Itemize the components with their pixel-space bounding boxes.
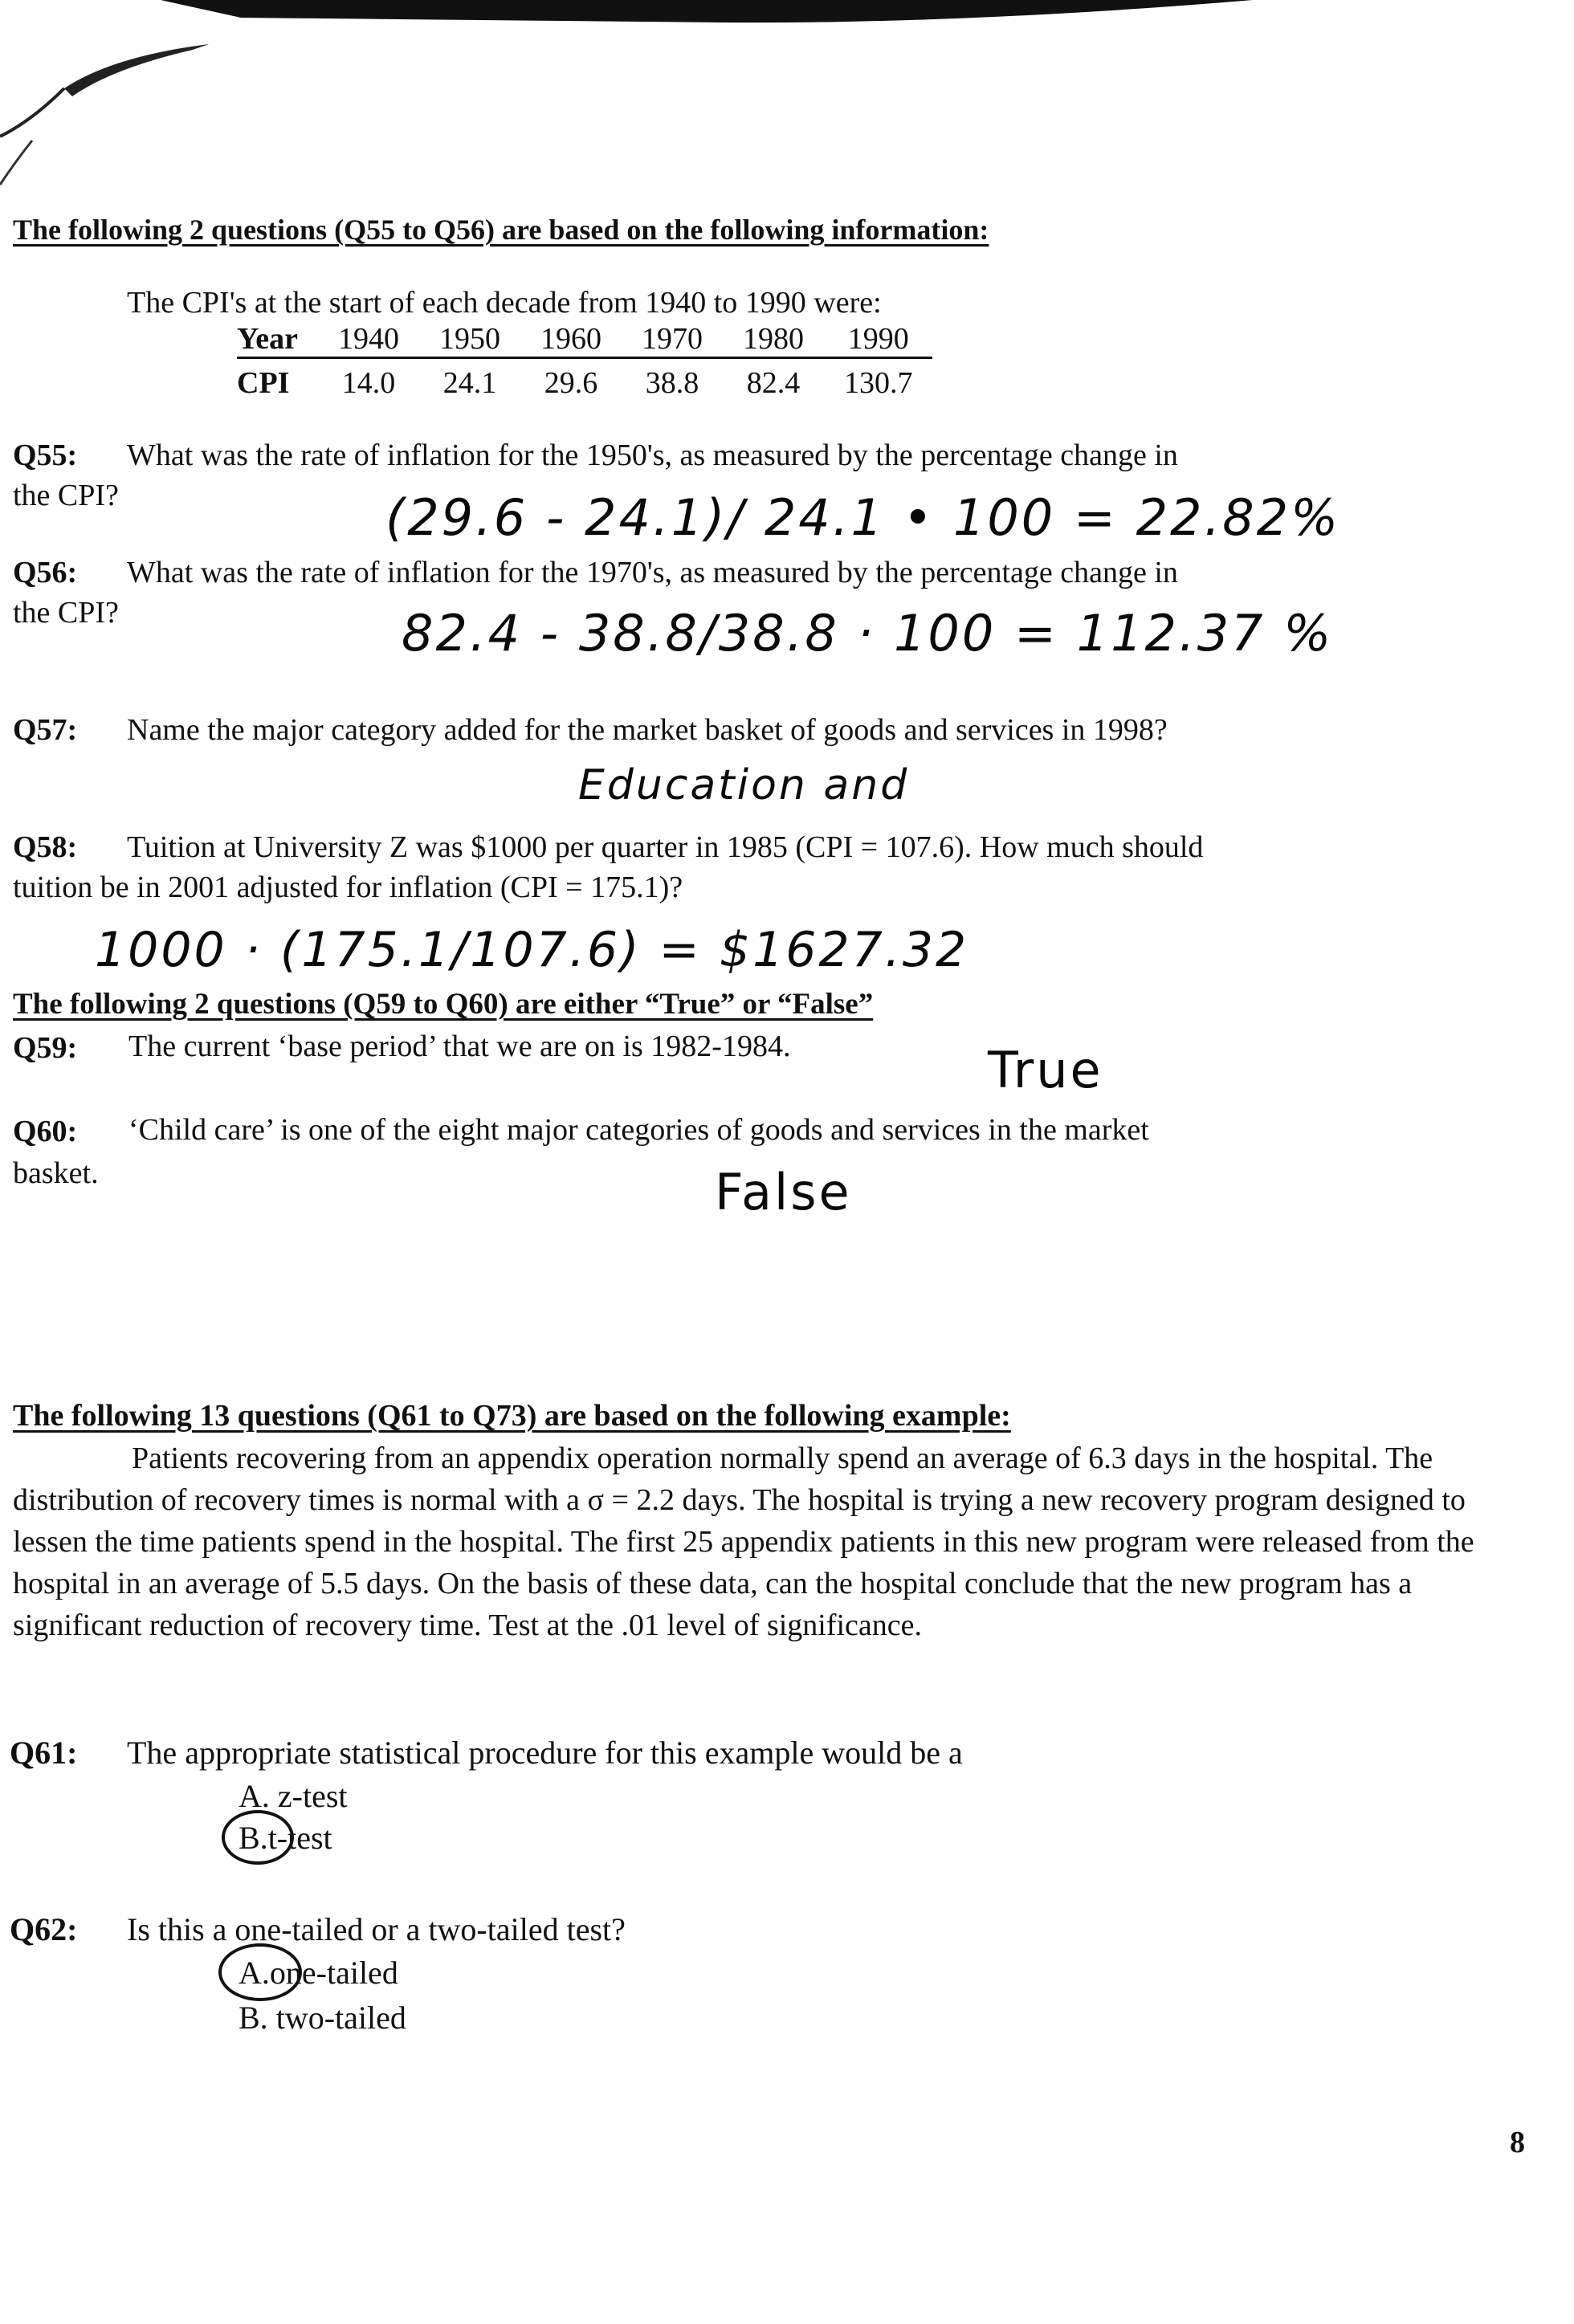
option-text: z-test xyxy=(277,1778,348,1814)
cpi-cell: 82.4 xyxy=(746,366,801,400)
q56-handwritten-answer: 82.4 - 38.8/38.8 · 100 = 112.37 % xyxy=(402,604,1334,663)
year-cell: 1980 xyxy=(742,322,804,356)
q60-question-text: ‘Child care’ is one of the eight major categories of goods and services in the market xyxy=(128,1113,1149,1147)
q62-selected-circle-mark xyxy=(218,1943,302,2001)
q61-question-text: The appropriate statistical procedure for this example would be a xyxy=(127,1735,963,1771)
cpi-cell: 29.6 xyxy=(544,366,598,400)
year-cell: 1960 xyxy=(540,322,601,356)
q56-question-text: What was the rate of inflation for the 1970's, as measured by the percentage change in xyxy=(127,556,1178,589)
q60-question-text-cont: basket. xyxy=(13,1156,99,1190)
year-cell: 1940 xyxy=(337,322,399,356)
cpi-cell: 14.0 xyxy=(341,366,396,400)
q61-label: Q61: xyxy=(10,1735,78,1771)
cpi-table-header-row xyxy=(237,321,932,358)
cpi-cell: 130.7 xyxy=(843,366,913,400)
q58-label: Q58: xyxy=(13,830,78,864)
option-text: one-tailed xyxy=(269,1955,398,1991)
q57-label: Q57: xyxy=(13,713,78,747)
q55-question-text: What was the rate of inflation for the 1950's, as measured by the percentage change in xyxy=(127,438,1178,472)
section-heading-q59-q60: The following 2 questions (Q59 to Q60) are either “True” or “False” xyxy=(13,988,874,1021)
page-number: 8 xyxy=(1510,2126,1525,2159)
option-letter: B. xyxy=(239,2000,268,2036)
q60-label: Q60: xyxy=(13,1115,78,1148)
section-heading-q55-q56: The following 2 questions (Q55 to Q56) are based on the following information: xyxy=(13,214,989,246)
q62-question-text: Is this a one-tailed or a two-tailed test? xyxy=(127,1911,626,1947)
q58-question-text-cont: tuition be in 2001 adjusted for inflation (CPI = 175.1)? xyxy=(13,870,683,904)
cpi-cell: 24.1 xyxy=(442,366,497,400)
q58-question-text: Tuition at University Z was $1000 per quarter in 1985 (CPI = 107.6). How much should xyxy=(127,830,1204,864)
option-text: t-test xyxy=(267,1820,332,1856)
section-heading-q61-q73: The following 13 questions (Q61 to Q73) are based on the following example: xyxy=(13,1399,1011,1433)
cpi-row-label: CPI xyxy=(237,366,290,400)
q59-question-text: The current ‘base period’ that we are on is 1982-1984. xyxy=(128,1029,791,1063)
q59-label: Q59: xyxy=(13,1031,78,1065)
q61-selected-circle-mark xyxy=(222,1810,294,1865)
option-letter: A. xyxy=(239,1955,270,1991)
q55-handwritten-answer: (29.6 - 24.1)/ 24.1 • 100 = 22.82% xyxy=(385,488,1340,547)
q55-question-text-cont: the CPI? xyxy=(13,479,119,512)
year-cell: 1990 xyxy=(847,322,909,356)
q56-question-text-cont: the CPI? xyxy=(13,596,119,630)
cpi-intro-text: The CPI's at the start of each decade from 1940 to 1990 were: xyxy=(127,286,882,320)
cpi-table-row xyxy=(237,358,932,402)
q59-handwritten-answer: True xyxy=(988,1041,1103,1099)
year-cell: 1970 xyxy=(641,322,703,356)
q57-handwritten-answer: Education and xyxy=(578,761,910,809)
option-letter: B. xyxy=(239,1820,268,1856)
example-paragraph: Patients recovering from an appendix operation normally spend an average of 6.3 days in the hospital. The distribution of recovery times is normal with a σ = 2.2 days. The hospital is trying a new recovery program designed to lessen the time patients spend in the hospital. The first 25 appendix patients in this new program were released from the hospital in an average of 5.5 days. On the basis of these data, can the hospital conclude that the new program has a significant reduction of recovery time. Test at the .01 level of significance. xyxy=(13,1441,1474,1642)
q60-handwritten-answer: False xyxy=(715,1163,852,1221)
scan-binding-edge xyxy=(0,0,1574,209)
year-cell: 1950 xyxy=(438,322,500,356)
q62-option-b xyxy=(239,1996,406,2040)
q62-label: Q62: xyxy=(10,1911,78,1947)
q58-handwritten-answer: 1000 · (175.1/107.6) = $1627.32 xyxy=(95,922,969,978)
year-row-label: Year xyxy=(237,322,298,356)
option-text: two-tailed xyxy=(275,2000,406,2036)
q56-label: Q56: xyxy=(13,556,78,589)
q55-label: Q55: xyxy=(13,438,78,472)
q57-question-text: Name the major category added for the market basket of goods and services in 1998? xyxy=(127,713,1168,747)
option-letter: A. xyxy=(239,1778,270,1814)
cpi-cell: 38.8 xyxy=(645,366,699,400)
cpi-table xyxy=(237,321,932,401)
